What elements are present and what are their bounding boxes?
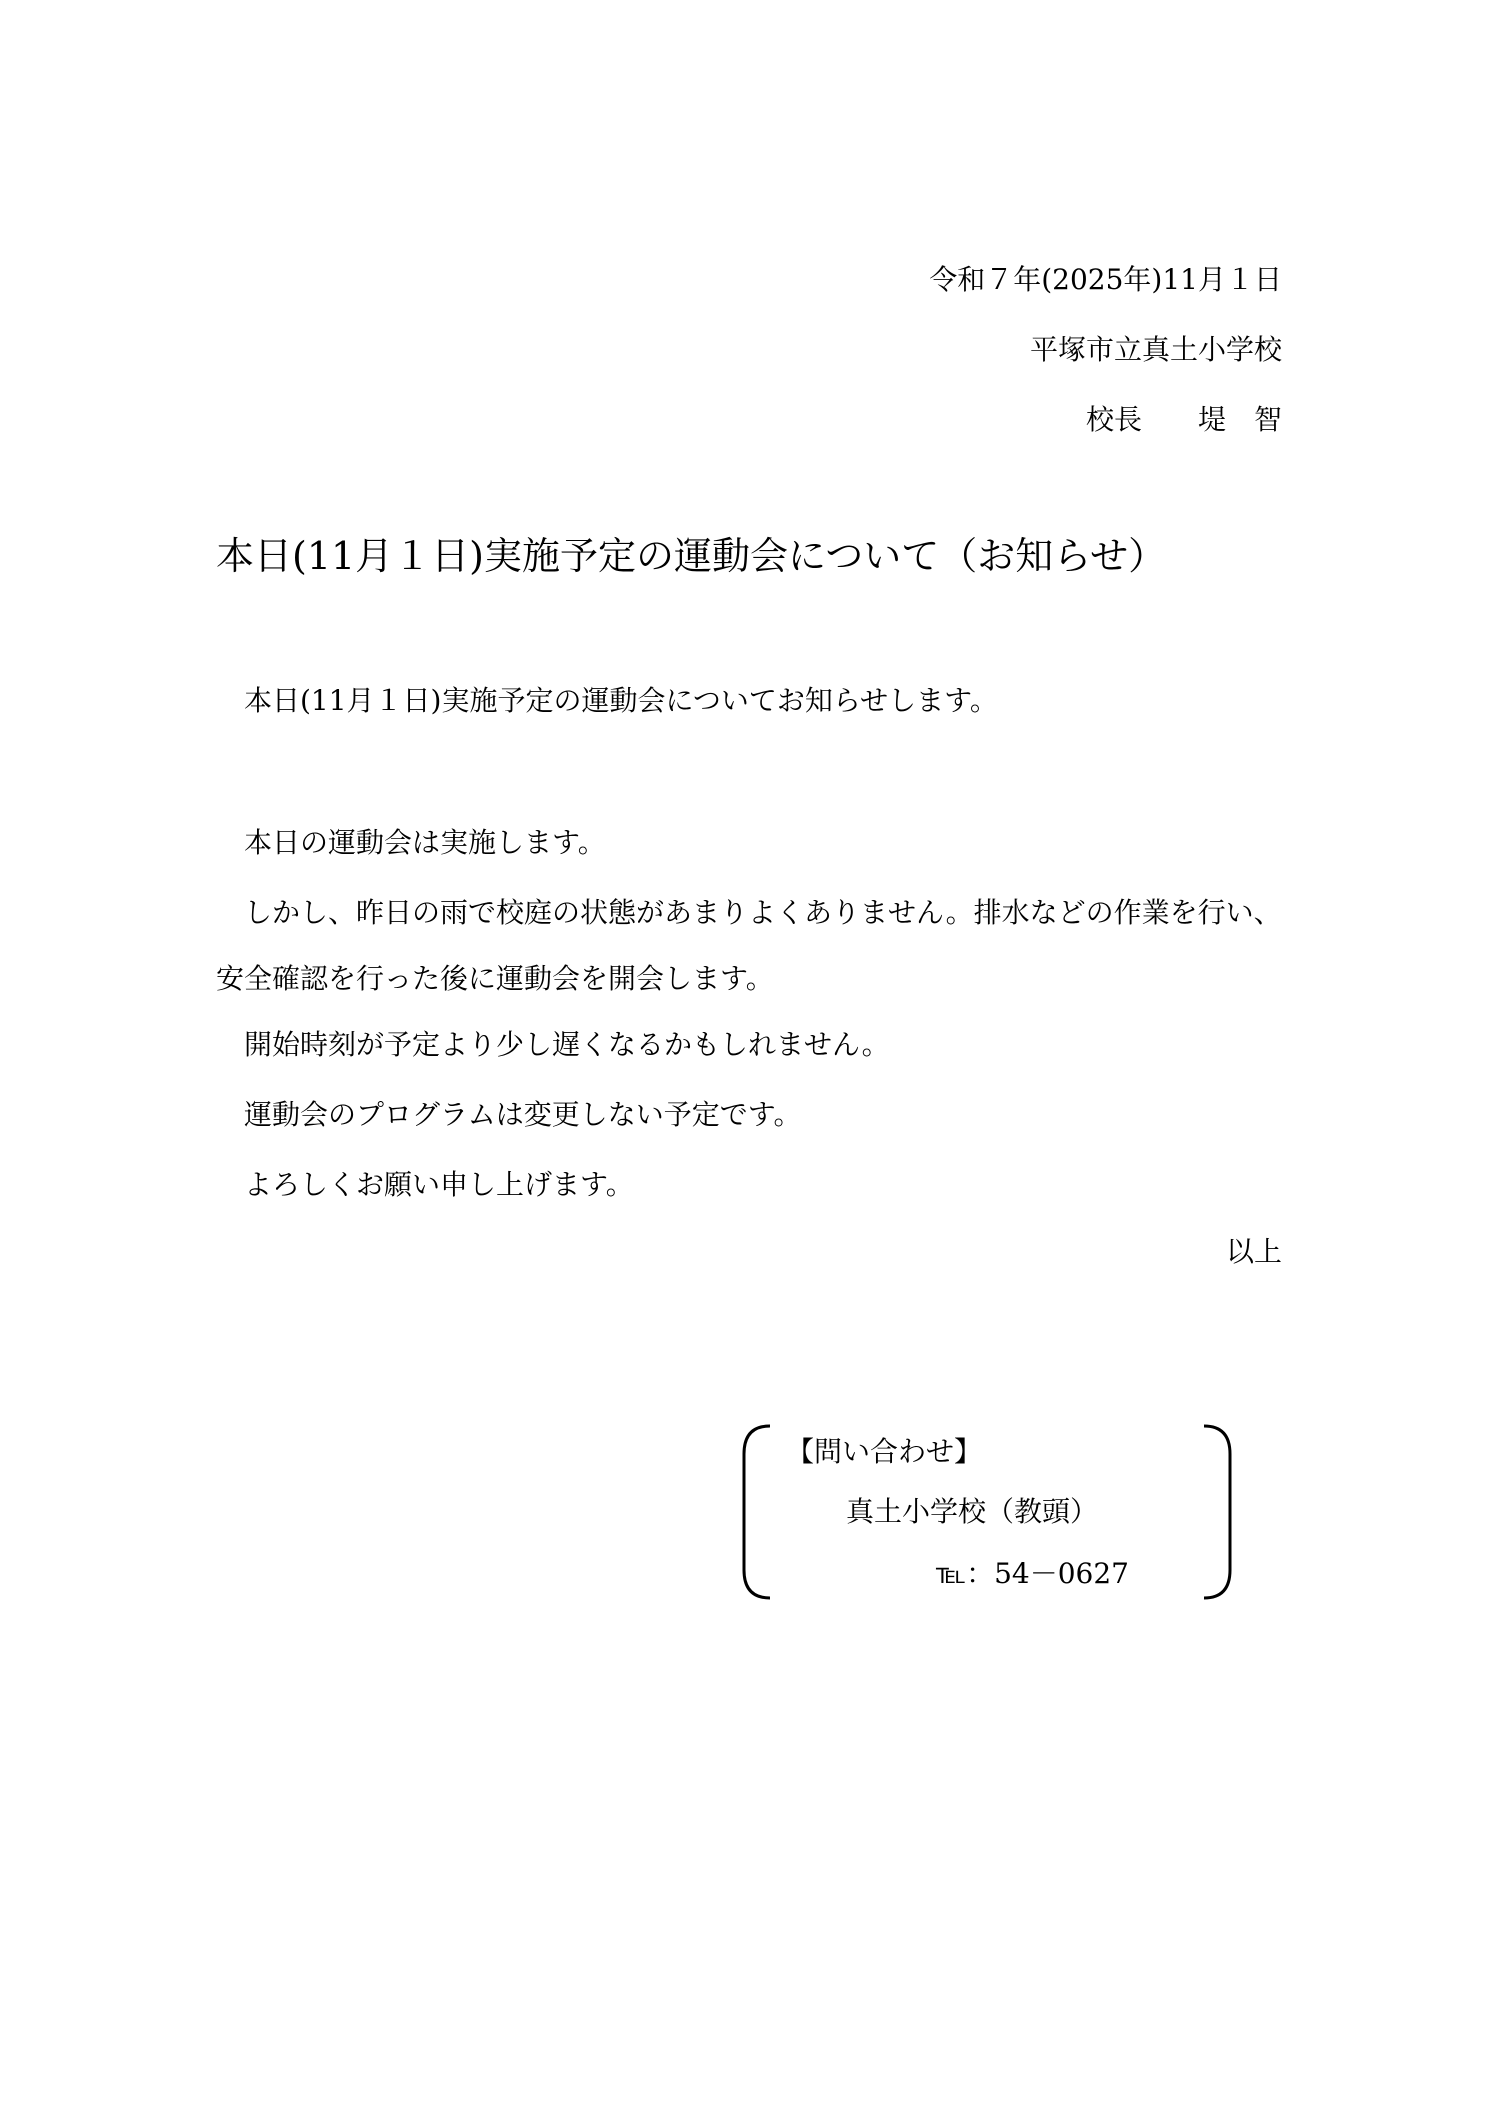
contact-heading: 【問い合わせ】 [786,1435,983,1468]
body-paragraph-5: よろしくお願い申し上げます。 [244,1168,634,1201]
body-paragraph-2: しかし、昨日の雨で校庭の状態があまりよくありません。排水などの作業を行い、安全確認を行った後に運動会を開会します。 [216,896,1282,995]
closing-word: 以上 [1225,1235,1282,1268]
principal-name: 校長 堤 智 [1085,403,1282,436]
issuer-school: 平塚市立真土小学校 [1029,333,1282,366]
contact-tel: ℡：54－0627 [936,1557,1129,1590]
document-title: 本日(11月１日)実施予定の運動会について（お知らせ） [216,534,1167,578]
body-paragraph-1: 本日の運動会は実施します。 [244,826,606,859]
body-paragraph-3: 開始時刻が予定より少し遅くなるかもしれません。 [244,1028,890,1061]
contact-box [742,1424,1232,1600]
body-paragraph-4: 運動会のプログラムは変更しない予定です。 [244,1098,802,1131]
intro-paragraph: 本日(11月１日)実施予定の運動会についてお知らせします。 [244,684,998,717]
issue-date: 令和７年(2025年)11月１日 [929,263,1282,296]
contact-name: 真土小学校（教頭） [846,1495,1099,1528]
